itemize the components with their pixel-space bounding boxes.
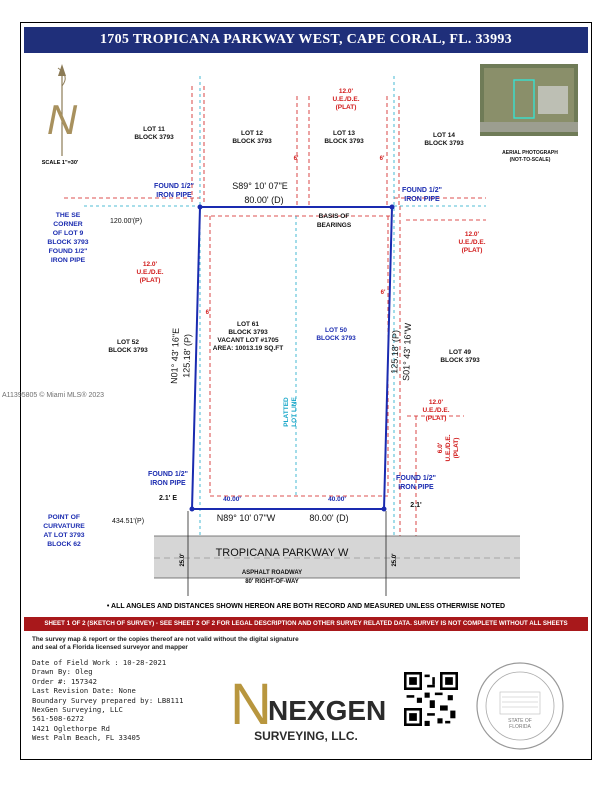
svg-text:12.0': 12.0' (142, 261, 158, 268)
svg-text:FOUND 1/2": FOUND 1/2" (154, 183, 194, 190)
svg-text:U.E./D.E.: U.E./D.E. (332, 96, 360, 103)
qr-code-icon[interactable] (404, 672, 458, 726)
svg-text:6': 6' (205, 310, 211, 316)
svg-text:BLOCK 3793: BLOCK 3793 (324, 138, 364, 145)
svg-text:BLOCK 3793: BLOCK 3793 (424, 140, 464, 147)
svg-text:OF LOT 9: OF LOT 9 (52, 230, 84, 237)
logo-n-icon: N (230, 672, 272, 737)
scale-label: SCALE 1"=30' (41, 160, 79, 166)
aerial-caption: AERIAL PHOTOGRAPH (NOT-TO-SCALE) (502, 150, 558, 163)
footer (24, 632, 588, 758)
svg-text:AT LOT 3793: AT LOT 3793 (43, 532, 85, 539)
svg-text:(PLAT): (PLAT) (453, 437, 460, 459)
svg-text:IRON PIPE: IRON PIPE (150, 480, 186, 487)
svg-text:40.00': 40.00' (223, 496, 241, 503)
svg-text:BEARINGS: BEARINGS (316, 222, 352, 229)
boundary-polygon (192, 207, 392, 509)
svg-text:THE SE: THE SE (55, 212, 81, 219)
survey-plan (24, 56, 588, 601)
svg-text:BLOCK 3793: BLOCK 3793 (228, 329, 268, 336)
svg-text:BASIS OF: BASIS OF (318, 213, 350, 220)
curvature-label (43, 514, 85, 548)
svg-text:PLATTED: PLATTED (283, 397, 290, 427)
road-sub-1: ASPHALT ROADWAY (241, 570, 303, 576)
svg-text:125.18' (P): 125.18' (P) (389, 329, 401, 374)
svg-text:LOT 49: LOT 49 (448, 349, 472, 356)
logo-text: NEXGEN (268, 695, 387, 726)
basis-label (317, 213, 352, 229)
svg-text:(PLAT): (PLAT) (335, 104, 357, 111)
svg-text:6': 6' (380, 290, 386, 296)
svg-text:IRON PIPE: IRON PIPE (398, 484, 434, 491)
road-right-width: 25.0' (392, 553, 398, 567)
svg-text:IRON PIPE: IRON PIPE (50, 257, 86, 264)
svg-text:LOT 61: LOT 61 (236, 321, 260, 328)
svg-text:LOT 52: LOT 52 (116, 339, 140, 346)
svg-text:STATE OF: STATE OF (508, 718, 532, 724)
road-left-width: 25.0' (180, 553, 186, 567)
svg-text:12.0': 12.0' (428, 399, 444, 406)
platted-lot-line-label (283, 397, 298, 427)
svg-text:S89° 10' 07"E: S89° 10' 07"E (232, 181, 288, 191)
svg-text:(PLAT): (PLAT) (139, 277, 161, 284)
svg-text:CORNER: CORNER (53, 221, 83, 228)
svg-text:N01° 43' 16"E: N01° 43' 16"E (169, 327, 181, 385)
tie-bottom-distance: 434.51'(P) (111, 518, 145, 525)
svg-text:FOUND 1/2": FOUND 1/2" (48, 248, 88, 255)
svg-text:12.0': 12.0' (338, 88, 354, 95)
svg-text:BLOCK 62: BLOCK 62 (47, 541, 81, 548)
svg-text:6': 6' (379, 156, 385, 162)
disclaimer: The survey map & report or the copies thereof are not valid without the digital signature and seal of a Florida licensed surveyor and mapper (32, 636, 299, 651)
road-name: TROPICANA PARKWAY W (215, 547, 349, 559)
road-sub-2: 80' RIGHT-OF-WAY (245, 579, 299, 585)
svg-text:12.0': 12.0' (464, 231, 480, 238)
svg-text:(PLAT): (PLAT) (461, 247, 483, 254)
bearing-labels (169, 181, 413, 523)
easement-lines (64, 86, 486, 576)
svg-text:2.1': 2.1' (410, 502, 422, 509)
svg-text:BLOCK 3793: BLOCK 3793 (316, 335, 356, 342)
svg-text:U.E./D.E.: U.E./D.E. (422, 407, 450, 414)
svg-text:125.18' (P): 125.18' (P) (181, 333, 193, 378)
svg-text:FOUND 1/2": FOUND 1/2" (396, 475, 436, 482)
svg-text:LOT 12: LOT 12 (240, 130, 264, 137)
svg-text:BLOCK 3793: BLOCK 3793 (440, 357, 480, 364)
svg-text:FOUND 1/2": FOUND 1/2" (402, 187, 442, 194)
svg-text:2.1' E: 2.1' E (158, 495, 178, 502)
surveyor-seal-icon (474, 660, 566, 752)
svg-text:S01° 43' 16"W: S01° 43' 16"W (400, 322, 414, 382)
svg-text:IRON PIPE: IRON PIPE (404, 196, 440, 203)
corner-marker (190, 507, 195, 512)
svg-text:FOUND 1/2": FOUND 1/2" (148, 471, 188, 478)
corner-marker (382, 507, 387, 512)
svg-text:80.00' (D): 80.00' (D) (309, 513, 349, 523)
svg-text:U.E./D.E.: U.E./D.E. (458, 239, 486, 246)
svg-text:FLORIDA: FLORIDA (509, 724, 531, 730)
svg-text:POINT OF: POINT OF (47, 514, 81, 521)
corner-marker (390, 205, 395, 210)
svg-text:LOT 11: LOT 11 (143, 126, 165, 133)
svg-text:BLOCK 3793: BLOCK 3793 (108, 347, 148, 354)
svg-text:(PLAT): (PLAT) (425, 415, 447, 422)
page-title: 1705 TROPICANA PARKWAY WEST, CAPE CORAL, FL. 33993 (24, 27, 588, 53)
svg-text:LOT 13: LOT 13 (332, 130, 356, 137)
svg-text:CURVATURE: CURVATURE (43, 523, 85, 530)
north-label: N (46, 96, 78, 143)
svg-text:U.E./D.E.: U.E./D.E. (136, 269, 164, 276)
svg-text:BLOCK 3793: BLOCK 3793 (232, 138, 272, 145)
svg-text:6': 6' (293, 156, 299, 162)
svg-text:U.E./D.E.: U.E./D.E. (445, 434, 452, 462)
aerial-photograph (480, 64, 578, 136)
svg-text:AREA: 10013.19 SQ.FT: AREA: 10013.19 SQ.FT (212, 345, 284, 352)
se-corner-label (47, 212, 88, 264)
svg-text:6.0': 6.0' (437, 442, 444, 454)
watermark: A11395805 © Miami MLS® 2023 (2, 392, 105, 399)
survey-info: Date of Field Work : 10-28-2021 Drawn By: Oleg Order #: 157342 Last Revision Date: None Boundary Survey prepared by: LB8111 NexGen Surveying, LLC 561-508-6272 1421 Oglethorpe Rd West Palm Beach, FL 33405 (32, 658, 184, 743)
svg-text:80.00' (D): 80.00' (D) (244, 195, 284, 205)
svg-text:40.00': 40.00' (328, 496, 346, 503)
logo-subtext: SURVEYING, LLC. (254, 729, 358, 743)
svg-text:LOT 14: LOT 14 (432, 132, 456, 139)
svg-text:LOT 50: LOT 50 (324, 327, 348, 334)
svg-text:BLOCK 3793: BLOCK 3793 (134, 134, 174, 141)
svg-text:IRON PIPE: IRON PIPE (156, 192, 192, 199)
tie-top-distance: 120.00'(P) (109, 218, 143, 225)
svg-text:LOT LINE: LOT LINE (291, 397, 298, 427)
corner-marker (198, 205, 203, 210)
svg-text:N89° 10' 07"W: N89° 10' 07"W (216, 513, 276, 523)
sheet-banner: SHEET 1 OF 2 (SKETCH OF SURVEY) - SEE SHEET 2 OF 2 FOR LEGAL DESCRIPTION AND OTHER SURVEY RELATED DATA. SURVEY IS NOT COMPLETE WITHOUT ALL SHEETS (24, 617, 588, 631)
svg-text:VACANT LOT #1705: VACANT LOT #1705 (217, 337, 279, 344)
grid-lines (84, 76, 486, 576)
company-logo (228, 668, 398, 750)
general-note: • ALL ANGLES AND DISTANCES SHOWN HEREON ARE BOTH RECORD AND MEASURED UNLESS OTHERWISE NOTED (106, 603, 506, 610)
svg-text:BLOCK 3793: BLOCK 3793 (47, 239, 89, 246)
